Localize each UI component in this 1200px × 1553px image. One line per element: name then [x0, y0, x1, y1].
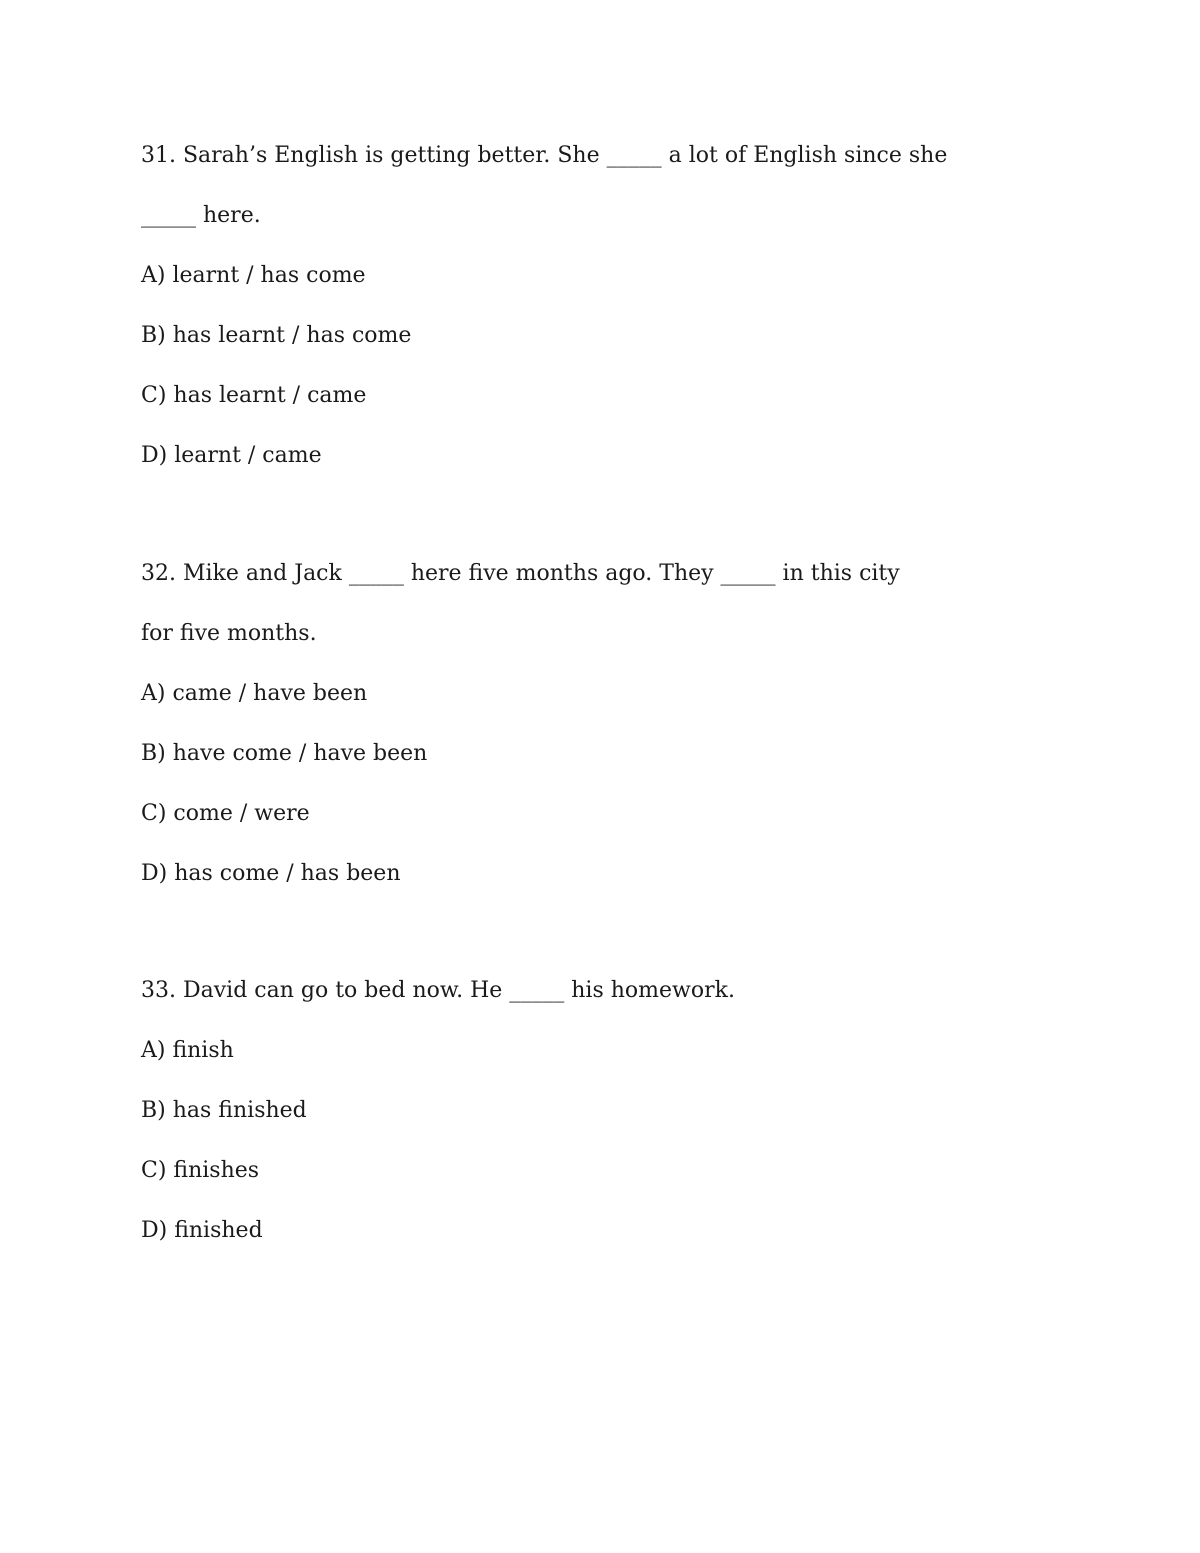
option-c: C) come / were: [141, 801, 310, 826]
question-stem: 33. David can go to bed now. He _____ his homework.: [141, 978, 735, 1003]
option-c: C) finishes: [141, 1158, 260, 1183]
question-stem: 32. Mike and Jack _____ here five months ago. They _____ in this city: [141, 561, 900, 586]
question-stem-continued: _____ here.: [141, 203, 261, 228]
option-d: D) learnt / came: [141, 443, 322, 468]
option-a: A) finish: [141, 1038, 234, 1063]
question-stem: 31. Sarah’s English is getting better. She _____ a lot of English since she: [141, 143, 948, 168]
question-31: [141, 126, 1041, 486]
option-a: A) learnt / has come: [141, 263, 366, 288]
question-33: [141, 961, 1041, 1261]
option-b: B) has finished: [141, 1098, 307, 1123]
option-a: A) came / have been: [141, 681, 368, 706]
question-32: [141, 544, 1041, 904]
option-b: B) have come / have been: [141, 741, 428, 766]
question-stem-continued: for five months.: [141, 621, 317, 646]
option-b: B) has learnt / has come: [141, 323, 412, 348]
option-d: D) has come / has been: [141, 861, 401, 886]
option-d: D) finished: [141, 1218, 263, 1243]
option-c: C) has learnt / came: [141, 383, 367, 408]
